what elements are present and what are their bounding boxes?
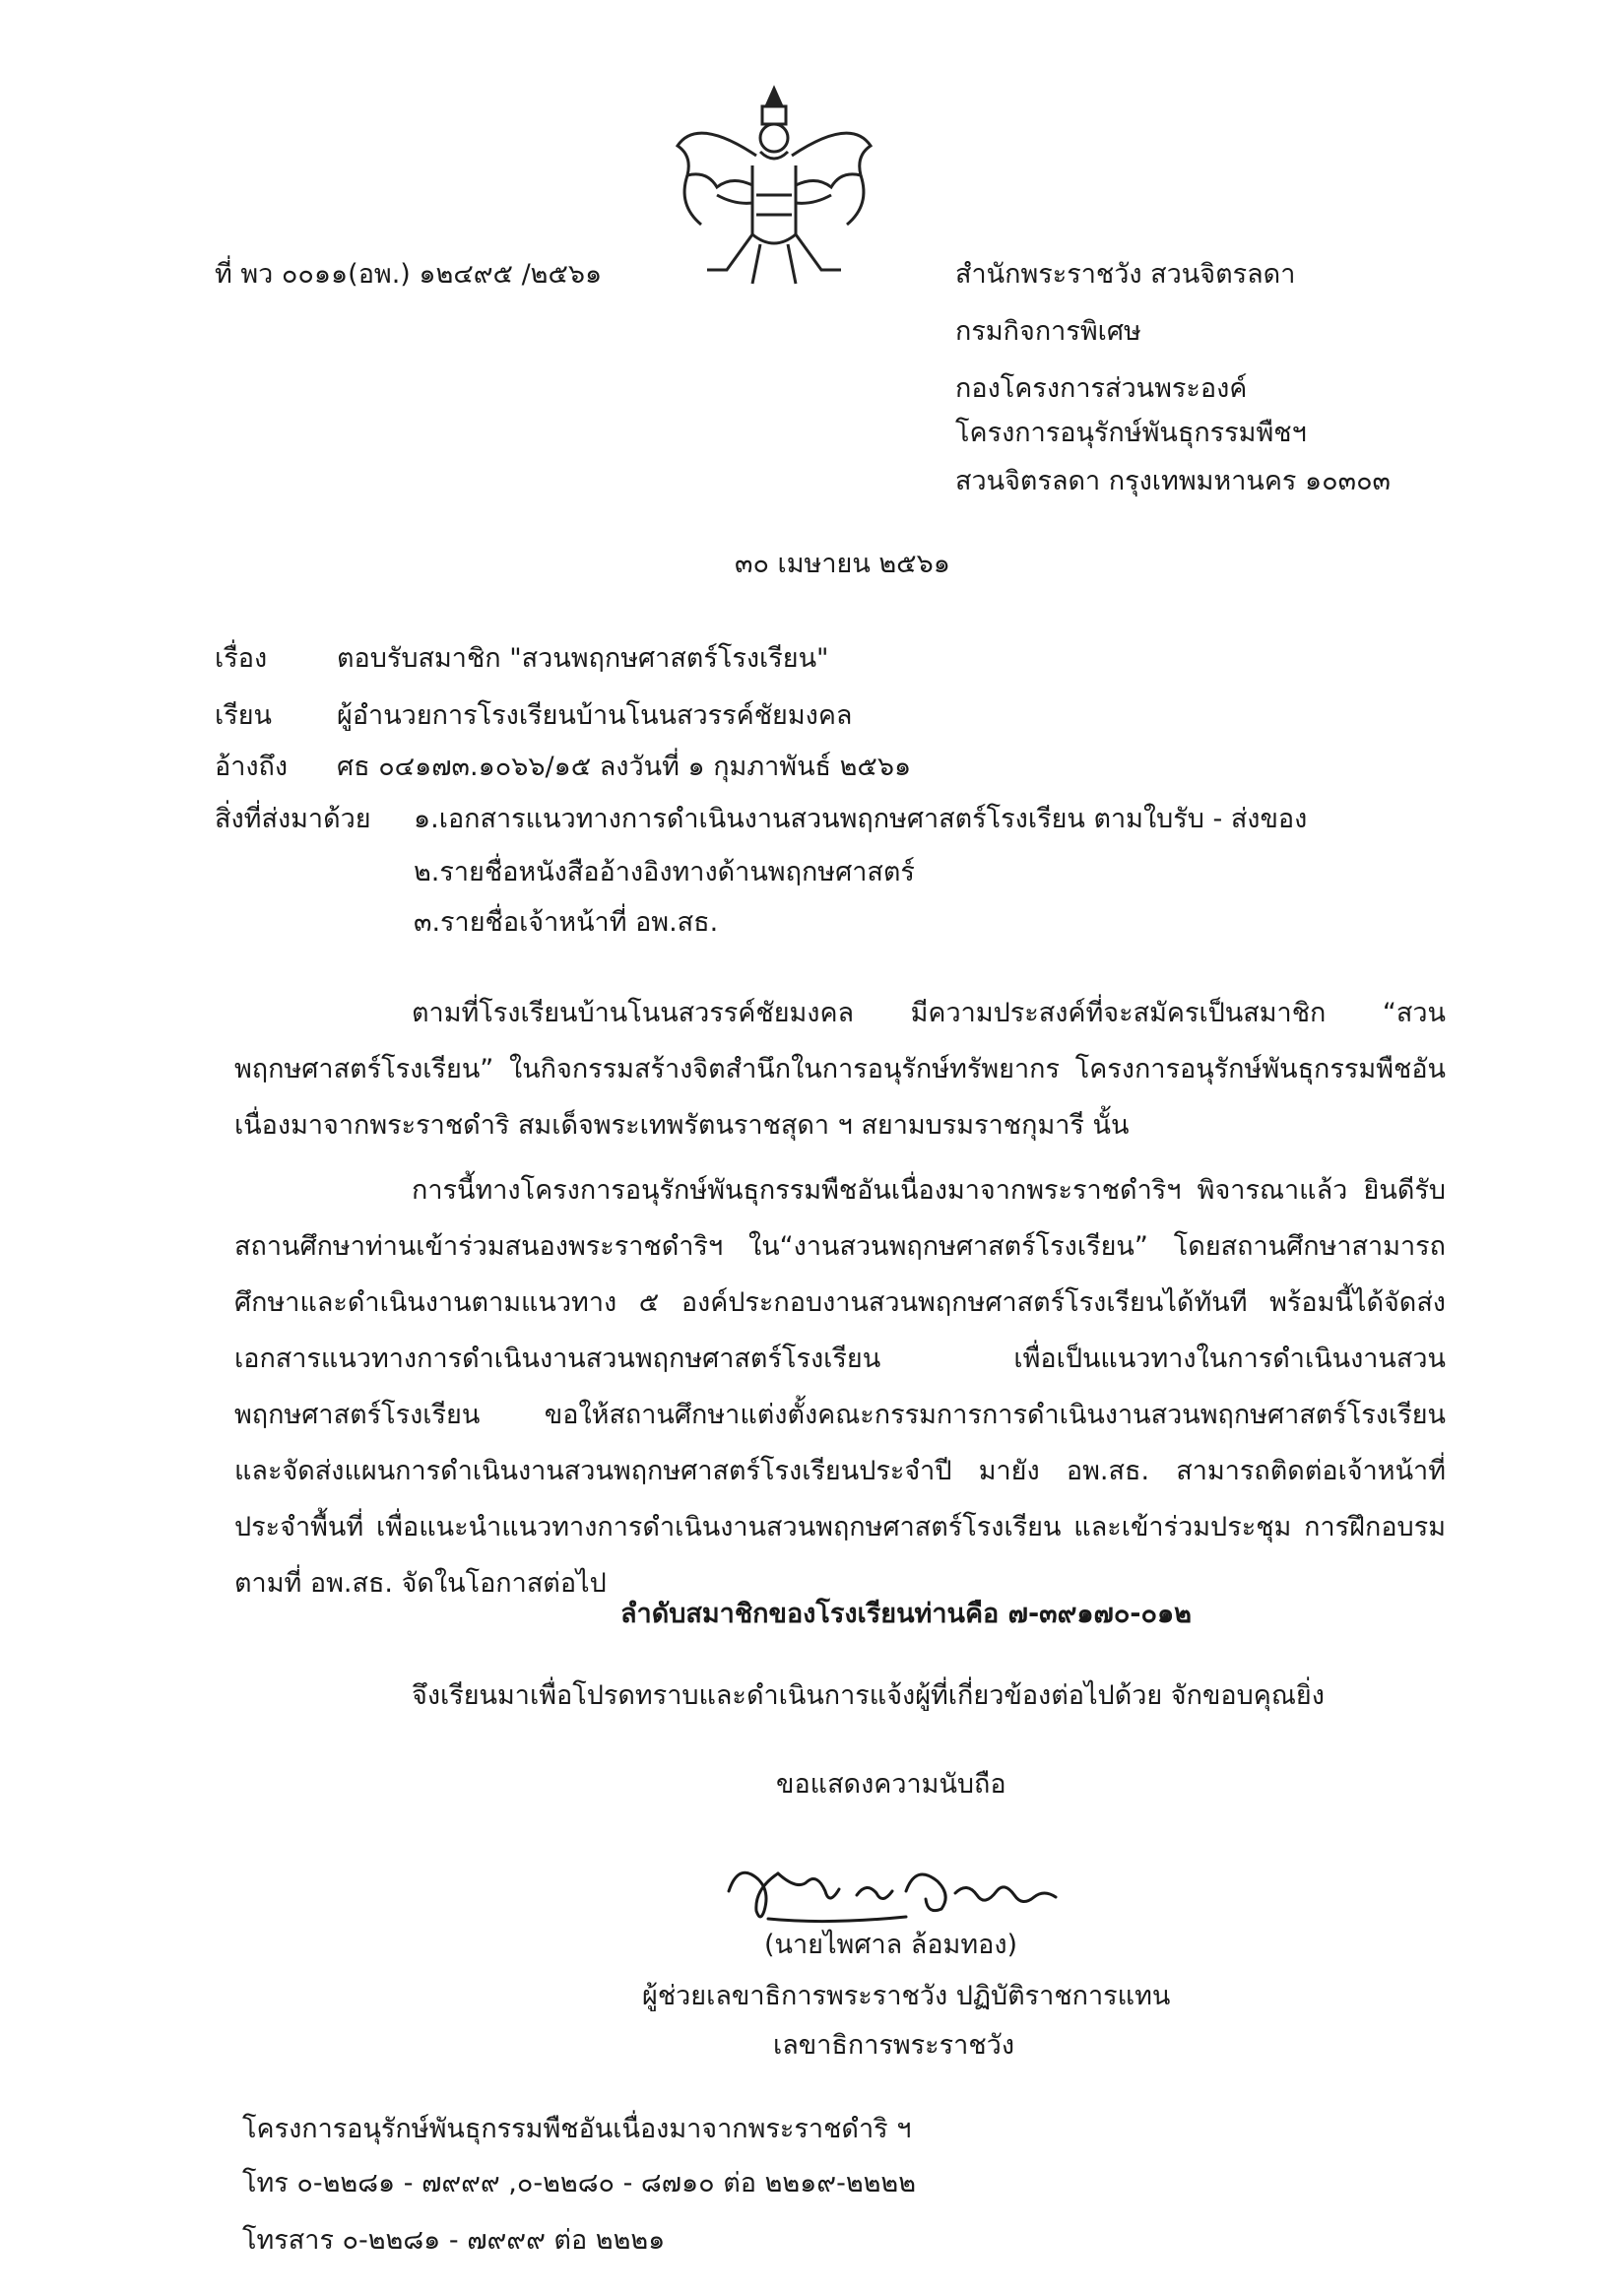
signatory-title-1: ผู้ช่วยเลขาธิการพระราชวัง ปฏิบัติราชการแทน: [642, 1981, 1171, 2011]
sender-address-line-1: สำนักพระราชวัง สวนจิตรลดา: [955, 259, 1296, 290]
enclosure-item-1: ๑.เอกสารแนวทางการดำเนินงานสวนพฤกษศาสตร์โรงเรียน ตามใบรับ - ส่งของ: [414, 804, 1308, 834]
reference-label: อ้างถึง: [215, 752, 289, 782]
enclosure-item-3: ๓.รายชื่อเจ้าหน้าที่ อพ.สธ.: [414, 907, 719, 938]
regards-text: ขอแสดงความนับถือ: [776, 1769, 1006, 1800]
reference-value: ศธ ๐๔๑๗๓.๑๐๖๖/๑๕ ลงวันที่ ๑ กุมภาพันธ์ ๒๕๖๑: [337, 752, 912, 782]
sender-address-line-2: กรมกิจการพิเศษ: [955, 316, 1141, 347]
subject-label: เรื่อง: [215, 643, 268, 674]
to-label: เรียน: [215, 700, 273, 731]
signatory-name: (นายไพศาล ล้อมทอง): [764, 1930, 1018, 1960]
body-paragraph-1: [234, 985, 1446, 1153]
body-paragraph-2-text: การนี้ทางโครงการอนุรักษ์พันธุกรรมพืชอันเนื่องมาจากพระราชดำริฯ พิจารณาแล้ว ยินดีรับสถานศึกษาท่านเข้าร่วมสนองพระราชดำริฯ ใน“งานสวนพฤกษศาสตร์โรงเรียน” โดยสถานศึกษาสามารถศึกษาและดำเนินงานตามแนวทาง ๕ องค์ประกอบงานสวนพฤกษศาสตร์โรงเรียนได้ทันที พร้อมนี้ได้จัดส่งเอกสารแนวทางการดำเนินงานสวนพฤกษศาสตร์โรงเรียน เพื่อเป็นแนวทางในการดำเนินงานสวนพฤกษศาสตร์โรงเรียน ขอให้สถานศึกษาแต่งตั้งคณะกรรมการการดำเนินงานสวนพฤกษศาสตร์โรงเรียน และจัดส่งแผนการดำเนินงานสวนพฤกษศาสตร์โรงเรียนประจำปี มายัง อพ.สธ. สามารถติดต่อเจ้าหน้าที่ ประจำพื้นที่ เพื่อแนะนำแนวทางการดำเนินงานสวนพฤกษศาสตร์โรงเรียน และเข้าร่วมประชุม การฝึกอบรม ตามที่ อพ.สธ. จัดในโอกาสต่อไป: [234, 1175, 1446, 1599]
closing-sentence: จึงเรียนมาเพื่อโปรดทราบและดำเนินการแจ้งผู้ที่เกี่ยวข้องต่อไปด้วย จักขอบคุณยิ่ง: [412, 1680, 1325, 1711]
footer-telephone: โทร ๐-๒๒๘๑ - ๗๙๙๙ ,๐-๒๒๘๐ - ๘๗๑๐ ต่อ ๒๒๑๙-๒๒๒๒: [242, 2168, 917, 2198]
enclosures-label: สิ่งที่ส่งมาด้วย: [215, 804, 371, 834]
garuda-emblem-icon: [658, 77, 890, 294]
body-paragraph-2: [234, 1162, 1446, 1611]
letter-date: ๓๐ เมษายน ๒๕๖๑: [735, 549, 950, 579]
to-value: ผู้อำนวยการโรงเรียนบ้านโนนสวรรค์ชัยมงคล: [337, 700, 853, 731]
subject-value: ตอบรับสมาชิก "สวนพฤกษศาสตร์โรงเรียน": [337, 643, 829, 674]
signatory-title-2: เลขาธิการพระราชวัง: [773, 2030, 1015, 2061]
footer-fax: โทรสาร ๐-๒๒๘๑ - ๗๙๙๙ ต่อ ๒๒๒๑: [242, 2225, 666, 2256]
enclosure-item-2: ๒.รายชื่อหนังสืออ้างอิงทางด้านพฤกษศาสตร์: [414, 857, 915, 887]
sender-address-line-3: กองโครงการส่วนพระองค์: [955, 373, 1248, 404]
footer-organization: โครงการอนุรักษ์พันธุกรรมพืชอันเนื่องมาจากพระราชดำริ ฯ: [242, 2114, 912, 2144]
handwritten-signature-icon: [709, 1852, 1083, 1931]
member-number: ลำดับสมาชิกของโรงเรียนท่านคือ ๗-๓๙๑๗๐-๐๑๒: [620, 1599, 1192, 1629]
sender-address-line-5: สวนจิตรลดา กรุงเทพมหานคร ๑๐๓๐๓: [955, 466, 1392, 496]
body-paragraph-1-text: ตามที่โรงเรียนบ้านโนนสวรรค์ชัยมงคล มีความประสงค์ที่จะสมัครเป็นสมาชิก “สวนพฤกษศาสตร์โรงเรียน” ในกิจกรรมสร้างจิตสำนึกในการอนุรักษ์ทรัพยากร โครงการอนุรักษ์พันธุกรรมพืชอันเนื่องมาจากพระราชดำริ สมเด็จพระเทพรัตนราชสุดา ฯ สยามบรมราชกุมารี นั้น: [234, 998, 1446, 1141]
sender-address-line-4: โครงการอนุรักษ์พันธุกรรมพืชฯ: [955, 418, 1307, 448]
reference-number: ที่ พว ๐๐๑๑(อพ.) ๑๒๔๙๕ /๒๕๖๑: [215, 259, 603, 290]
